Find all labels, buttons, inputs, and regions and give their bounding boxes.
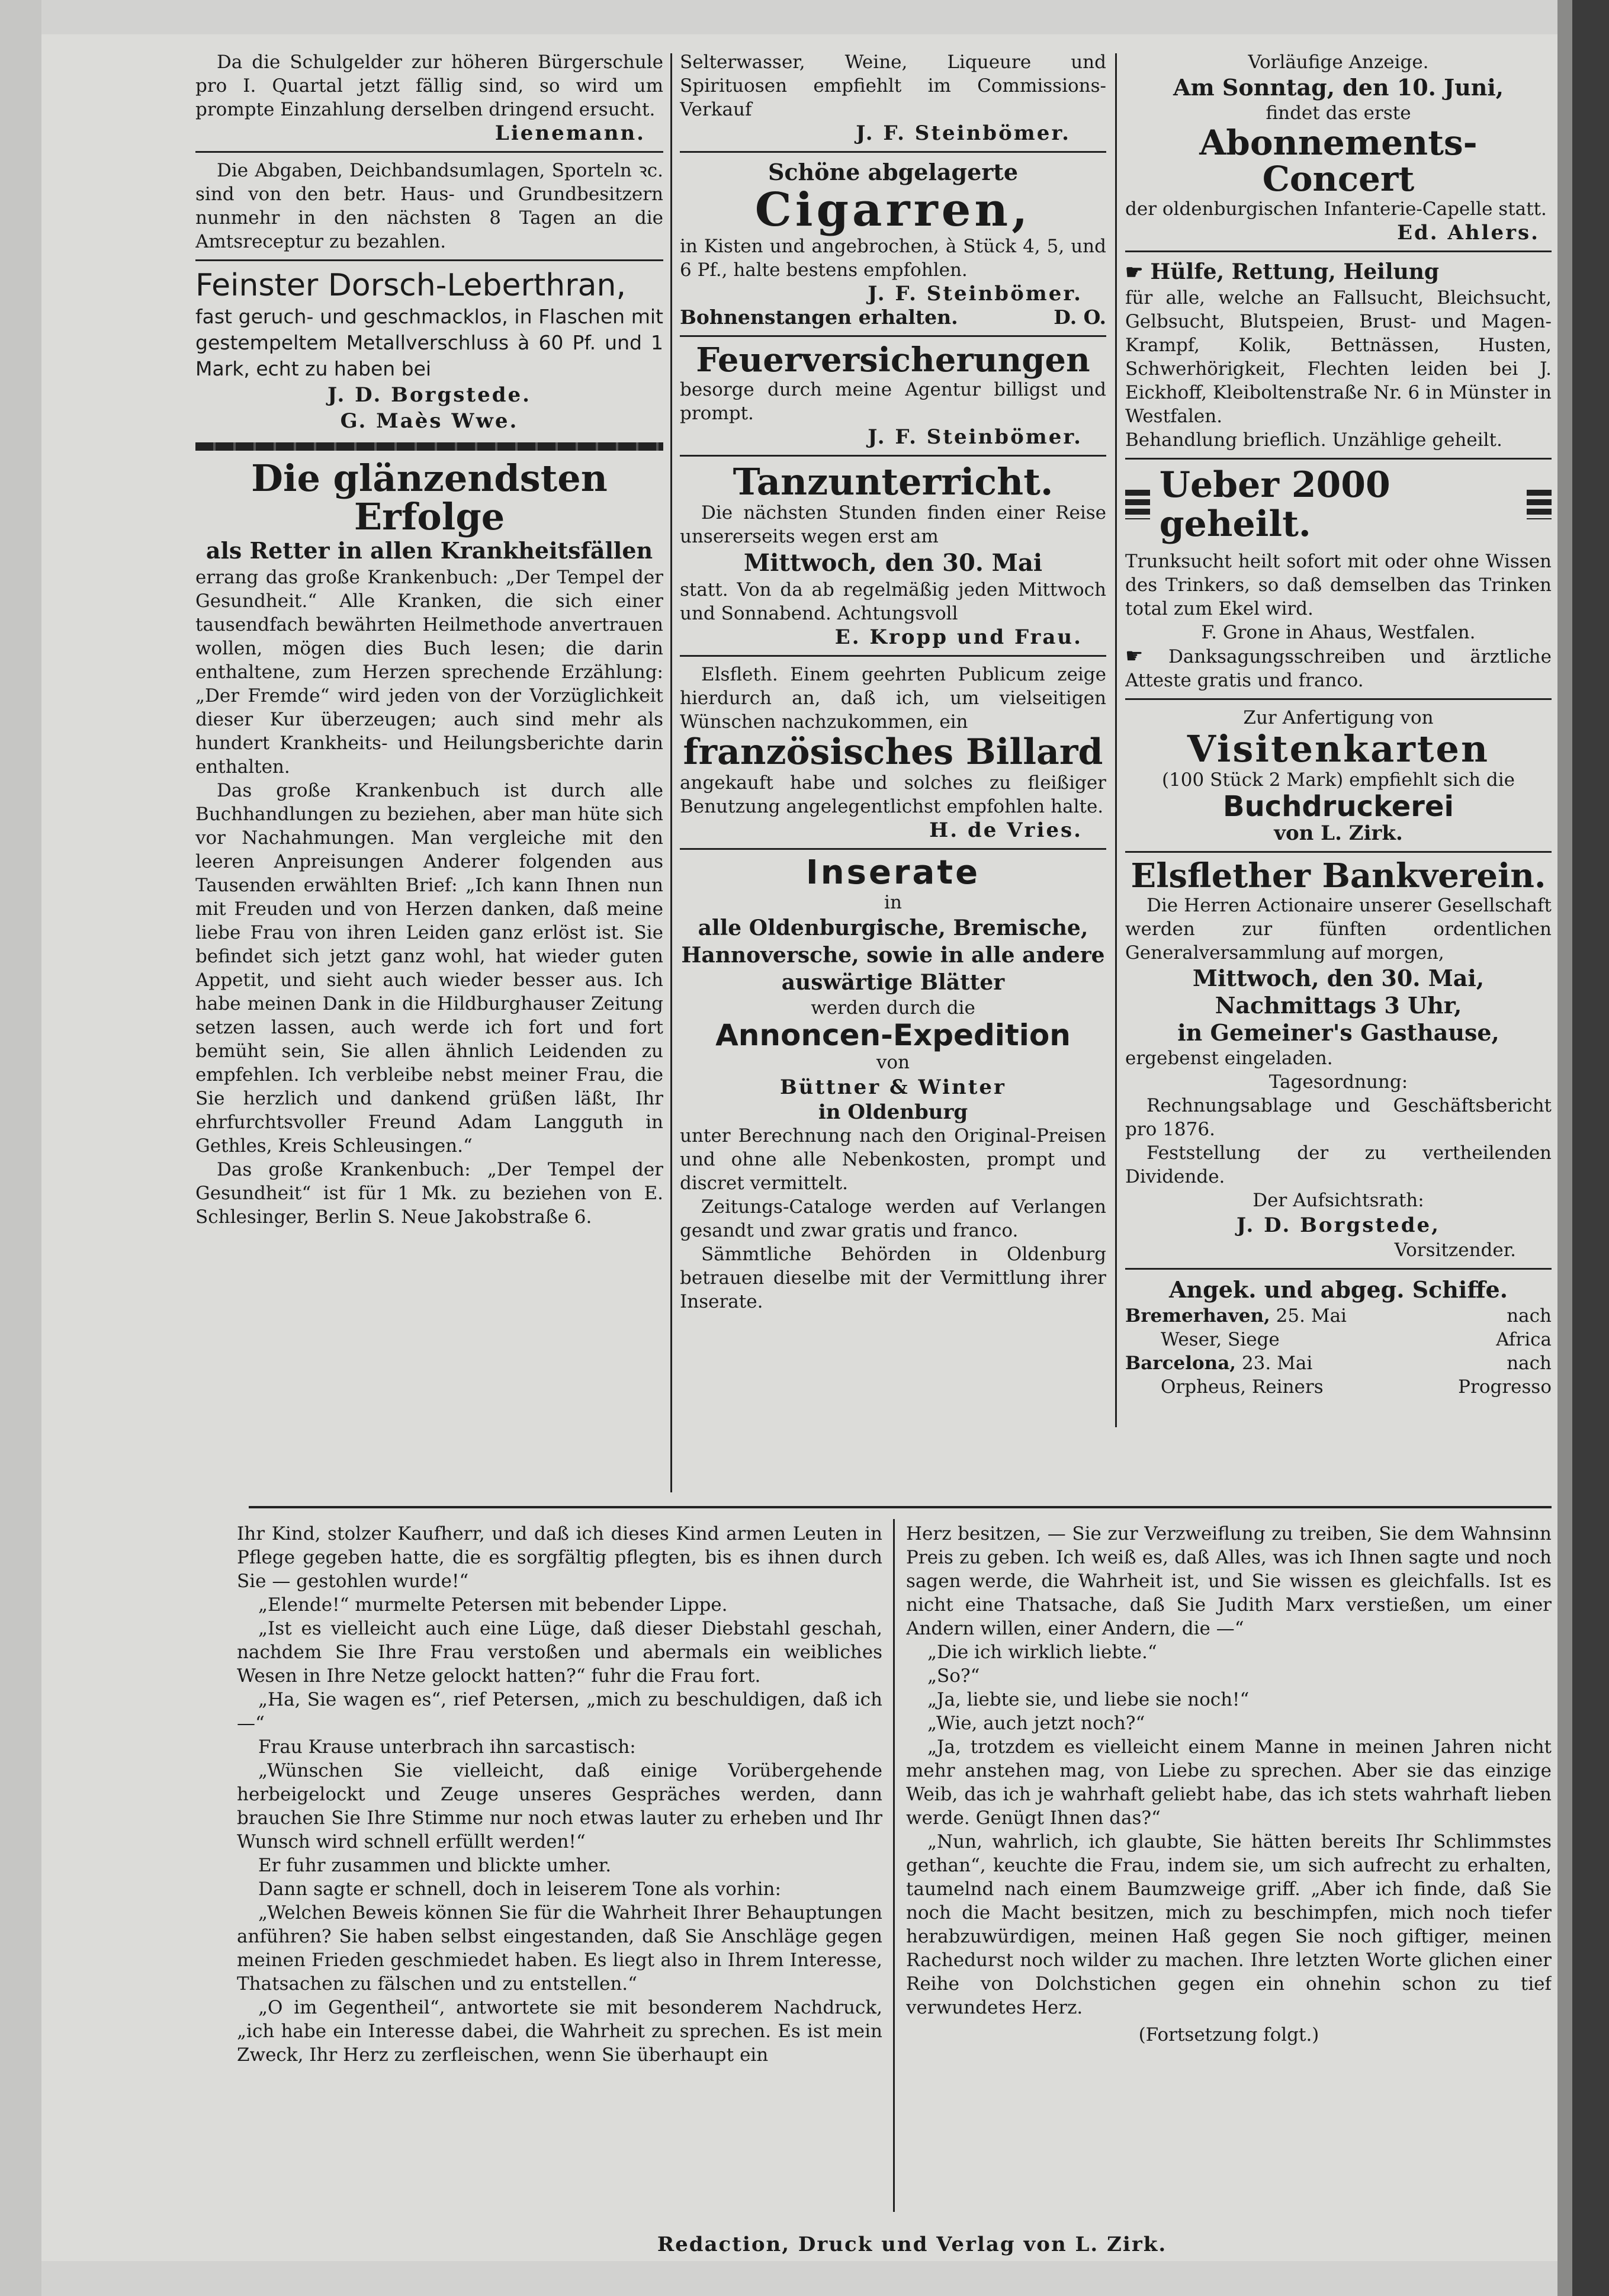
divider	[680, 455, 1106, 457]
tanz-title: Tanzunterricht.	[733, 460, 1054, 503]
concert-text: der oldenburgischen Infanterie-Capelle statt.	[1125, 198, 1547, 220]
concert-signature: Ed. Ahlers.	[1397, 220, 1540, 245]
story-left-paragraph: „Ist es vielleicht auch eine Lüge, daß dieser Diebstahl geschah, nachdem Sie Ihre Frau verstoßen und abermals ein weibliches Wesen in Ihre Netze gelockt hatten?“ fuhr die Frau fort.	[237, 1618, 882, 1687]
ship-1-name: Weser, Siege	[1161, 1329, 1280, 1351]
story-continued: (Fortsetzung folgt.)	[1138, 2024, 1319, 2045]
pointing-hand-icon: ☛	[1125, 644, 1169, 668]
cigarren-title: Cigarren,	[754, 183, 1032, 237]
story-right-paragraph: „Wie, auch jetzt noch?“	[927, 1713, 1145, 1734]
feuer-signature: J. F. Steinbömer.	[868, 425, 1083, 449]
dorsch-title: Feinster Dorsch-Leberthran,	[195, 268, 626, 303]
ship-2-date: 23. Mai	[1241, 1353, 1313, 1375]
story-right-paragraph: „So?“	[927, 1665, 980, 1687]
visit-signature: von L. Zirk.	[1274, 821, 1403, 846]
inserate-text-2: Zeitungs-Cataloge werden auf Verlangen gesandt und zwar gratis und franco.	[680, 1196, 1106, 1242]
inserate-in: in	[884, 891, 902, 913]
bohnen-text: Bohnenstangen erhalten.	[680, 305, 958, 329]
concert-subtitle: findet das erste	[1266, 102, 1411, 124]
ship-2-name: Orpheus, Reiners	[1161, 1376, 1324, 1398]
inserate-text-1: unter Berechnung nach den Original-Preisen und ohne alle Nebenkosten, prompt und discret vermittelt.	[680, 1125, 1106, 1194]
erfolge-paragraph-3: Das große Krankenbuch: „Der Tempel der Gesundheit“ ist für 1 Mk. zu beziehen von E. Schlesinger, Berlin S. Neue Jakobstraße 6.	[195, 1159, 663, 1228]
story-left-paragraph: Ihr Kind, stolzer Kaufherr, und daß ich dieses Kind armen Leuten in Pflege gegeben hatte, die es sorgfältig pflegten, bis es ihnen durch Sie — gestohlen wurde!“	[237, 1523, 882, 1592]
ship-row-1b	[1125, 1328, 1552, 1351]
visit-heading: Zur Anfertigung von	[1243, 707, 1434, 728]
bohnen-signature: D. O.	[1054, 305, 1106, 329]
bar-ornament-left	[1125, 490, 1150, 519]
ship-2-destination: Progresso	[1458, 1376, 1552, 1398]
story-right-paragraph: „Ja, liebte sie, und liebe sie noch!“	[927, 1689, 1250, 1710]
feuilleton-rule	[249, 1506, 1552, 1508]
column-rule-2	[1115, 53, 1117, 1427]
selter-signature: J. F. Steinbömer.	[856, 121, 1071, 145]
dorsch-signature-2: G. Maès Wwe.	[340, 409, 519, 433]
ship-1-port: Bremerhaven,	[1125, 1305, 1270, 1327]
story-left-paragraph: „Welchen Beweis können Sie für die Wahrheit Ihrer Behauptungen anführen? Sie haben selbst eingestanden, daß Sie Anschläge gegen meinen Frieden geschmiedet haben. Es liegt also in Ihrem Interesse, Thatsachen zu fälschen und zu entstellen.“	[237, 1902, 882, 1995]
inserate-firm: Büttner & Winter	[780, 1075, 1006, 1100]
dorsch-text: fast geruch- und geschmacklos, in Flaschen mit gestempeltem Metallverschluss à 60 Pf. und 1 Mark, echt zu haben bei	[195, 305, 663, 380]
ad-selterwasser	[680, 50, 1106, 145]
schulgeld-signature: Lienemann.	[494, 121, 645, 145]
column-1	[195, 50, 663, 1495]
feuer-text: besorge durch meine Agentur billigst und prompt.	[680, 378, 1106, 424]
ship-1-direction: nach	[1507, 1305, 1552, 1327]
ship-2-port: Barcelona,	[1125, 1353, 1237, 1375]
inserate-blaetter: alle Oldenburgische, Bremische, Hannoversche, sowie in alle andere auswärtige Blätter	[681, 915, 1105, 995]
inserate-text-3: Sämmtliche Behörden in Oldenburg betrauen dieselbe mit der Vermittlung ihrer Inserate.	[680, 1244, 1106, 1313]
column-2	[680, 50, 1106, 1495]
story-left-paragraph: Dann sagte er schnell, doch in leiserem Tone als vorhin:	[258, 1878, 781, 1900]
inserate-durch: werden durch die	[811, 997, 975, 1019]
feuilleton-column-rule	[893, 1519, 895, 2212]
divider	[680, 848, 1106, 850]
story-left-paragraph: „Wünschen Sie vielleicht, daß einige Vorübergehende herbeigelockt und Zeuge unseres Gespräches werden, dann brauchen Sie Ihre Stimme nur noch etwas lauter zu erheben und Ihr Wunsch wird schnell erfüllt werden!“	[237, 1760, 882, 1852]
huelfe-title: Hülfe, Rettung, Heilung	[1150, 259, 1440, 284]
column-rule-1	[670, 53, 672, 1492]
billard-title: französisches Billard	[683, 731, 1103, 773]
visit-title: Visitenkarten	[1187, 727, 1490, 770]
ad-visitenkarten	[1125, 706, 1552, 845]
ad-inserate	[680, 853, 1106, 1314]
book-binding	[1572, 0, 1609, 2296]
bank-board: Der Aufsichtsrath:	[1252, 1190, 1424, 1212]
trunk-text-3: Danksagungsschreiben und ärztliche Atteste gratis und franco.	[1125, 646, 1552, 691]
visit-firm: Buchdruckerei	[1223, 789, 1454, 823]
cigarren-heading: Schöne abgelagerte	[767, 159, 1019, 185]
divider	[1125, 458, 1552, 460]
ad-billard	[680, 663, 1106, 842]
concert-title: Abonnements-Concert	[1199, 123, 1478, 199]
ad-abgaben	[195, 159, 663, 253]
bank-text: Die Herren Actionaire unserer Gesellschaft werden zur fünften ordentlichen Generalversammlung auf morgen,	[1125, 895, 1552, 964]
story-right-paragraph: „Nun, wahrlich, ich glaubte, Sie hätten bereits Ihr Schlimmstes gethan“, keuchte die Frau, indem sie, um sich aufrecht zu erhalten, taumelnd nach einem Baumzweige griff. „Aber ich finde, daß Sie noch die Macht besitzen, mich zu beschimpfen, mich noch tiefer herabzuwürdigen, meinen Haß gegen Sie noch giftiger, meinen Rachedurst noch wilder zu machen. Ihre letzten Worte glichen einer Reihe von Dolchstichen gegen ein ohnehin schon zu tief verwundetes Herz.	[906, 1831, 1552, 2018]
bank-title: Elsflether Bankverein.	[1131, 856, 1546, 896]
ad-krankenbuch	[195, 459, 663, 1229]
column-3	[1125, 50, 1552, 1495]
ships-title: Angek. und abgeg. Schiffe.	[1169, 1276, 1508, 1303]
imprint-footer: Redaction, Druck und Verlag von L. Zirk.	[657, 2233, 1167, 2256]
concert-heading: Vorläufige Anzeige.	[1248, 52, 1429, 73]
scan-left-edge	[0, 0, 41, 2296]
ship-2-direction: nach	[1507, 1353, 1552, 1375]
ueber-banner	[1125, 465, 1552, 544]
divider	[1125, 851, 1552, 853]
story-column-left	[237, 1522, 882, 2209]
story-left-paragraph: „Elende!“ murmelte Petersen mit bebender Lippe.	[258, 1594, 728, 1616]
story-left-paragraph: Frau Krause unterbrach ihn sarcastisch:	[258, 1736, 636, 1758]
selter-text: Selterwasser, Weine, Liqueure und Spirituosen empfiehlt im Commissions-Verkauf	[680, 52, 1106, 120]
divider	[195, 259, 663, 261]
bank-place: in Gemeiner's Gasthause,	[1177, 1019, 1499, 1046]
divider	[1125, 698, 1552, 700]
tanz-text-2: statt. Von da ab regelmäßig jeden Mittwoch und Sonnabend. Achtungsvoll	[680, 579, 1106, 624]
divider-thick	[195, 442, 663, 451]
erfolge-title: Die glänzendsten Erfolge	[251, 457, 608, 539]
erfolge-paragraph-2: Das große Krankenbuch ist durch alle Buchhandlungen zu beziehen, aber man hüte sich vor Nachahmungen. Man vergleiche mit den leeren Anpreisungen Anderer folgenden aus Tausenden erwählten Brief: „Ich kann Ihnen nun mit Freuden und von Herzen danken, daß meine liebe Frau von ihren Leiden ganz erlöst ist. Sie befindet sich jetzt ganz wohl, hat wieder guten Appetit, und sieht auch wieder besser aus. Ich habe meinen Dank in die Hildburghauser Zeitung setzen lassen, auch werde ich fort und fort bemüht sein, Sie allen ähnlich Leidenden zu empfehlen. Ich verbleibe nebst meiner Frau, die Sie herzlich und dankend grüßen läßt, Ihr ehrfurchtsvoller Freund Adam Langguth in Gethles, Kreis Schleusingen.“	[195, 780, 663, 1157]
bank-text-2: ergebenst eingeladen.	[1125, 1048, 1333, 1070]
story-left-paragraph: „Ha, Sie wagen es“, rief Petersen, „mich zu beschuldigen, daß ich —“	[237, 1689, 882, 1734]
huelfe-text: für alle, welche an Fallsucht, Bleichsucht, Gelbsucht, Blutspeien, Brust- und Magen-Krampf, Kolik, Bettnässen, Husten, Schwerhörigkeit, Flechten leiden bei J. Eickhoff, Kleiboltenstraße Nr. 6 in Münster in Westfalen.	[1125, 287, 1552, 427]
trunk-text: Trunksucht heilt sofort mit oder ohne Wissen des Trinkers, so daß demselben das Trinken total zum Ekel wird.	[1125, 550, 1552, 619]
ship-row-2	[1125, 1351, 1552, 1375]
cigarren-text: in Kisten und angebrochen, à Stück 4, 5, und 6 Pf., halte bestens empfohlen.	[680, 235, 1106, 281]
ship-row-2b	[1125, 1375, 1552, 1399]
ad-concert	[1125, 50, 1552, 245]
page-gutter	[1557, 0, 1572, 2296]
ad-schulgeld	[195, 50, 663, 145]
divider	[680, 335, 1106, 337]
cigarren-signature: J. F. Steinbömer.	[868, 281, 1083, 306]
tanz-text-1: Die nächsten Stunden finden einer Reise unsererseits wegen erst am	[680, 502, 1106, 547]
bank-signature: J. D. Borgstede,	[1237, 1213, 1440, 1238]
trunk-line-3	[1125, 644, 1552, 692]
ad-cigarren	[680, 159, 1106, 329]
ueber-title: Ueber 2000 geheilt.	[1159, 464, 1390, 545]
divider	[195, 151, 663, 153]
huelfe-line	[1125, 258, 1552, 286]
bank-time: Nachmittags 3 Uhr,	[1215, 992, 1462, 1019]
ad-feuerversicherung	[680, 340, 1106, 449]
tanz-signature: E. Kropp und Frau.	[834, 625, 1083, 649]
feuer-title: Feuerversicherungen	[696, 340, 1090, 380]
story-column-right	[906, 1522, 1552, 2209]
divider	[680, 655, 1106, 657]
ships-list	[1125, 1276, 1552, 1399]
billard-text-1: Elsfleth. Einem geehrten Publicum zeige hierdurch an, daß ich, um vielseitigen Wünschen nachzukommen, ein	[680, 663, 1106, 733]
erfolge-subtitle: als Retter in allen Krankheitsfällen	[205, 537, 653, 564]
bank-agenda-2: Feststellung der zu vertheilenden Dividende.	[1125, 1142, 1552, 1188]
ad-huelfe	[1125, 258, 1552, 452]
abgaben-text: Die Abgaben, Deichbandsumlagen, Sporteln ꝛc. sind von den betr. Haus- und Grundbesitzern nunmehr in den nächsten 8 Tagen an die Amtsreceptur zu bezahlen.	[195, 160, 663, 252]
bar-ornament-right	[1527, 490, 1552, 519]
billard-signature: H. de Vries.	[929, 818, 1083, 842]
divider	[1125, 251, 1552, 252]
concert-date: Am Sonntag, den 10. Juni,	[1173, 74, 1504, 101]
pointing-hand-icon: ☛	[1125, 260, 1151, 284]
dorsch-signature-1: J. D. Borgstede.	[327, 383, 531, 407]
inserate-title: Inserate	[805, 853, 981, 892]
story-left-paragraph: Er fuhr zusammen und blickte umher.	[258, 1855, 612, 1876]
schulgeld-text: Da die Schulgelder zur höheren Bürgerschule pro I. Quartal jetzt fällig sind, so wird um prompte Einzahlung derselben dringend ersucht.	[195, 52, 663, 120]
trunk-text-2: F. Grone in Ahaus, Westfalen.	[1201, 621, 1476, 643]
divider	[1125, 1268, 1552, 1270]
inserate-von: von	[876, 1052, 910, 1074]
ship-row-1	[1125, 1304, 1552, 1328]
ship-1-date: 25. Mai	[1276, 1305, 1347, 1327]
huelfe-text-2: Behandlung brieflich. Unzählige geheilt.	[1125, 429, 1502, 451]
ship-1-destination: Africa	[1496, 1329, 1552, 1351]
story-right-paragraph: „Die ich wirklich liebte.“	[927, 1642, 1157, 1663]
billard-text-2: angekauft habe und solches zu fleißiger Benutzung angelegentlichst empfohlen halte.	[680, 772, 1106, 817]
ad-tanzunterricht	[680, 460, 1106, 649]
ad-dorsch	[195, 267, 663, 434]
bank-agenda-1: Rechnungsablage und Geschäftsbericht pro 1876.	[1125, 1095, 1552, 1141]
tanz-date: Mittwoch, den 30. Mai	[743, 548, 1043, 577]
divider	[680, 151, 1106, 153]
annoncen-title: Annoncen-Expedition	[715, 1017, 1071, 1052]
bank-agenda-heading: Tagesordnung:	[1268, 1071, 1408, 1093]
story-left-paragraph: „O im Gegentheil“, antwortete sie mit besonderem Nachdruck, „ich habe ein Interesse dabei, die Wahrheit zu sprechen. Es ist mein Zweck, Ihr Herz zu zerfleischen, wenn Sie überhaupt ein	[237, 1997, 882, 2066]
ad-trunksucht	[1125, 465, 1552, 692]
story-right-paragraph: „Ja, trotzdem es vielleicht einem Manne in meinen Jahren nicht mehr anstehen mag, von Liebe zu sprechen. Aber sie das einzige Weib, das ich je wahrhaft geliebt habe, das ich stets wahrhaft lieben werde. Genügt Ihnen das?“	[906, 1736, 1552, 1829]
bank-signature-2: Vorsitzender.	[1394, 1239, 1516, 1261]
bohnen-line	[680, 306, 1106, 329]
story-right-paragraph: Herz besitzen, — Sie zur Verzweiflung zu treiben, Sie dem Wahnsinn Preis zu geben. Ich weiß es, daß Alles, was ich Ihnen sagte und noch sagen werde, die Wahrheit ist, und Sie wissen es gleichfalls. Ist es nicht eine Thatsache, daß Sie Judith Marx verstießen, um einer Andern willen, einer Andern, die —“	[906, 1523, 1552, 1639]
ad-bankverein	[1125, 856, 1552, 1262]
erfolge-paragraph-1: errang das große Krankenbuch: „Der Tempel der Gesundheit.“ Alle Kranken, die sich einer tausendfach bewährten Heilmethode anvertrauen wollen, mögen dies Buch lesen; die darin enthaltene, zum Herzen sprechende Erzählung: „Der Fremde“ wird jeden von der Vorzüglichkeit dieser Kur überzeugen; auch sind mehr als hundert Krankheits- und Heilungsberichte darin enthalten.	[195, 567, 663, 778]
bank-date: Mittwoch, den 30. Mai,	[1192, 965, 1485, 992]
inserate-city: in Oldenburg	[818, 1100, 968, 1125]
visit-text: (100 Stück 2 Mark) empfiehlt sich die	[1161, 769, 1515, 791]
